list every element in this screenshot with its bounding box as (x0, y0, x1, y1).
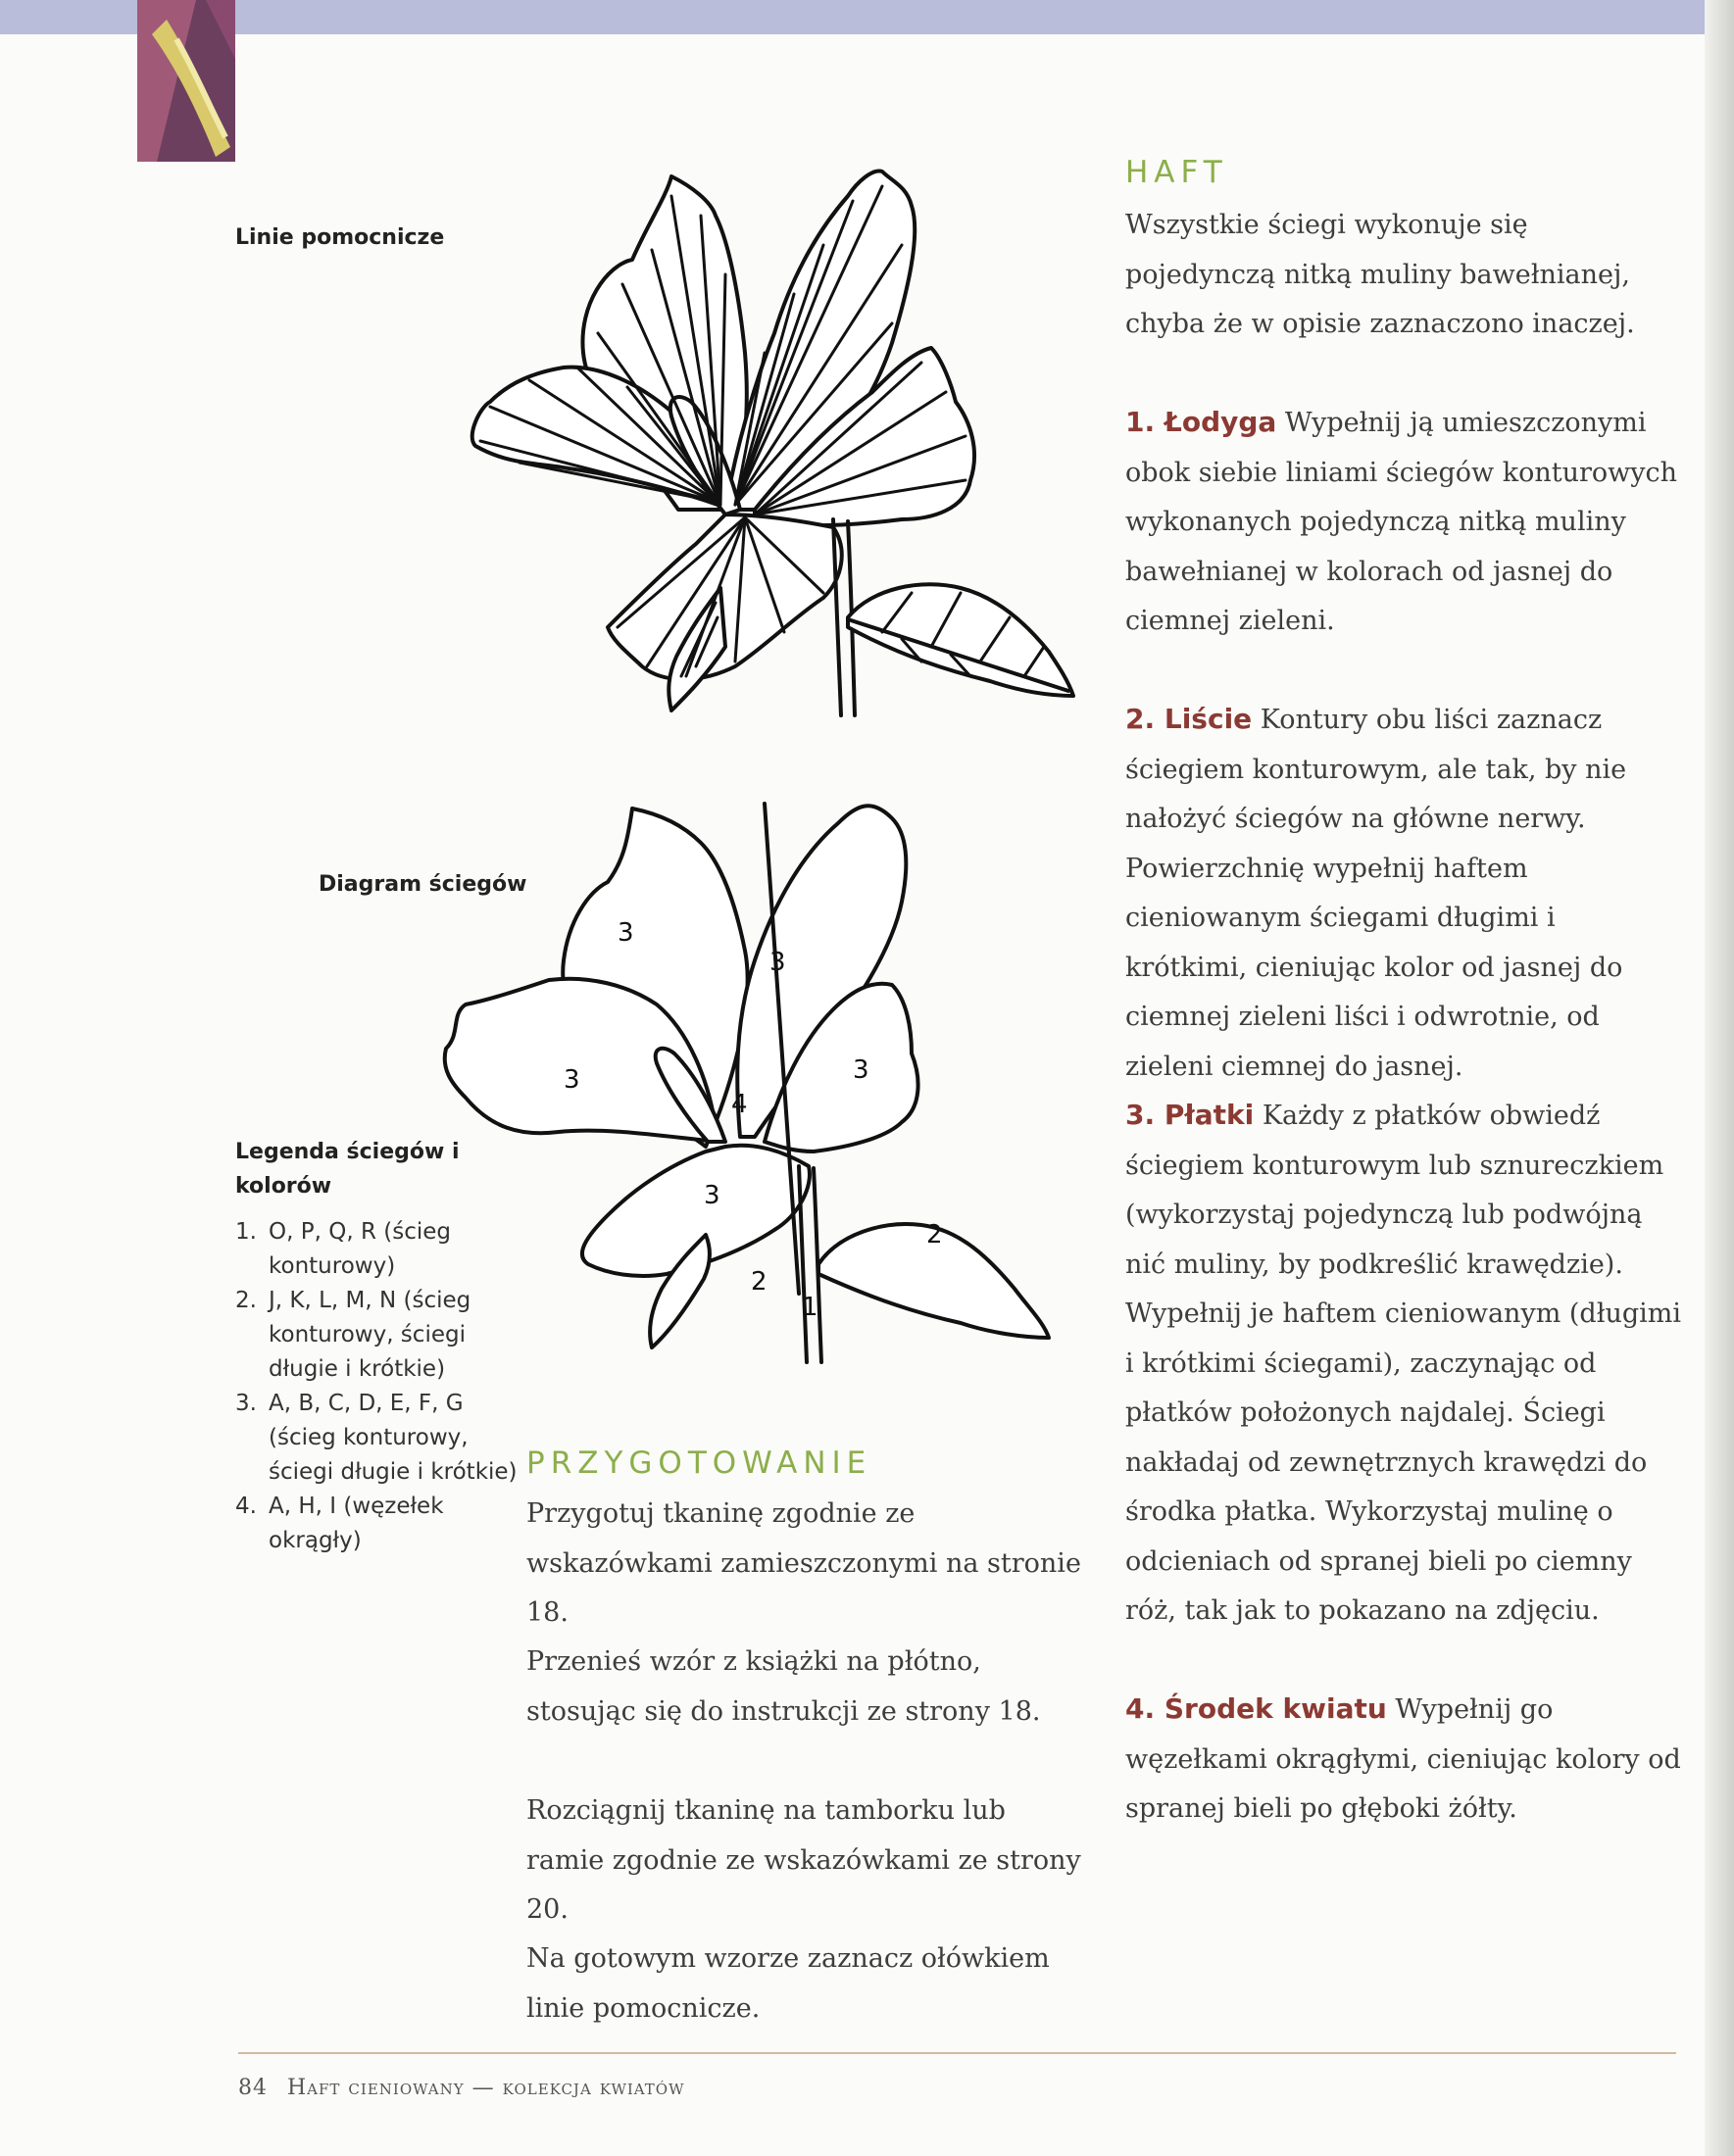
running-title: Haft cieniowany — kolekcja kwiatów (287, 2076, 685, 2100)
page-footer (238, 2076, 685, 2100)
step-label: 1. Łodyga (1125, 406, 1277, 438)
stitch-diagram-label: Diagram ściegów (319, 872, 527, 897)
page-number: 84 (238, 2076, 268, 2100)
stitch-diagram-drawing (441, 804, 1068, 1372)
diagram-number: 3 (618, 918, 634, 948)
step-petals: 3. Płatki Każdy z płatków obwiedź ściegiem konturowym lub sznureczkiem (wykorzystaj pojedynczą lub podwójną nić muliny, by podkreślić krawędzie). Wypełnij je haftem cieniowanym (długimi i krótkimi ściegami), zaczynając od płatków położonych najdalej. Ściegi nakładaj od zewnętrznych krawędzi do środka płatka. Wykorzystaj mulinę o odcieniach od spranej bieli po ciemny róż, tak jak to pokazano na zdjęciu. (1125, 1099, 1681, 1626)
legend-item: 2. J, K, L, M, N (ścieg konturowy, ściegi długie i krótkie) (235, 1288, 471, 1382)
step-leaves: 2. Liście Kontury obu liści zaznacz ściegiem konturowym, ale tak, by nie nałożyć ściegów na główne nerwy. Powierzchnię wypełnij haftem cieniowanym ściegami długimi i krótkimi, cieniując kolor od jasnej do ciemnej zieleni liści i odwrotnie, od zieleni ciemnej do jasnej. (1125, 703, 1627, 1082)
step-flower-center: 4. Środek kwiatu Wypełnij go węzełkami okrągłymi, cieniując kolory od spranej bieli po głęboki żółty. (1125, 1692, 1681, 1824)
prep-paragraph: Na gotowym wzorze zaznacz ołówkiem linie pomocnicze. (526, 1943, 1050, 2024)
diagram-number: 2 (751, 1267, 768, 1297)
diagram-number: 1 (802, 1293, 818, 1322)
prep-paragraph: Przenieś wzór z książki na płótno, stosując się do instrukcji ze strony 18. (526, 1646, 1041, 1727)
haft-section-title: HAFT (1125, 155, 1228, 190)
embroidery-photo-thumbnail (137, 0, 235, 162)
prep-paragraph: Rozciągnij tkaninę na tamborku lub ramie zgodnie ze wskazówkami ze strony 20. (526, 1795, 1081, 1925)
step-stem: 1. Łodyga Wypełnij ją umieszczonymi obok siebie liniami ściegów konturowych wykonanych pojedynczą nitką muliny bawełnianej w kolorach od jasnej do ciemnej zieleni. (1125, 406, 1678, 636)
legend-item: 3. A, B, C, D, E, F, G (ścieg konturowy, ściegi długie i krótkie) (235, 1391, 518, 1485)
step-label: 4. Środek kwiatu (1125, 1692, 1387, 1725)
diagram-number: 3 (564, 1065, 580, 1095)
haft-intro: Wszystkie ściegi wykonuje się pojedynczą nitką muliny bawełnianej, chyba że w opisie zaznaczono inaczej. (1125, 210, 1635, 339)
diagram-number: 3 (704, 1181, 720, 1210)
step-label: 3. Płatki (1125, 1099, 1255, 1131)
page-gutter-shadow (1705, 0, 1734, 2156)
stitch-color-legend (235, 1215, 529, 1558)
legend-item: 1. O, P, Q, R (ścieg konturowy) (235, 1219, 451, 1279)
legend-item: 4. A, H, I (węzełek okrągły) (235, 1494, 444, 1553)
top-color-band (0, 0, 1734, 34)
prep-paragraph: Przygotuj tkaninę zgodnie ze wskazówkami zamieszczonymi na stronie 18. (526, 1498, 1081, 1628)
hibiscus-guide-lines-drawing (461, 157, 1088, 725)
diagram-number: 3 (769, 948, 786, 977)
legend-title: Legenda ściegów i kolorów (235, 1140, 460, 1199)
diagram-number: 2 (926, 1220, 943, 1250)
diagram-number: 4 (731, 1090, 748, 1119)
footer-rule (238, 2052, 1676, 2054)
przygotowanie-section-title: PRZYGOTOWANIE (526, 1446, 872, 1481)
diagram-number: 3 (853, 1055, 869, 1085)
step-label: 2. Liście (1125, 703, 1253, 735)
guide-lines-label: Linie pomocnicze (235, 225, 445, 250)
